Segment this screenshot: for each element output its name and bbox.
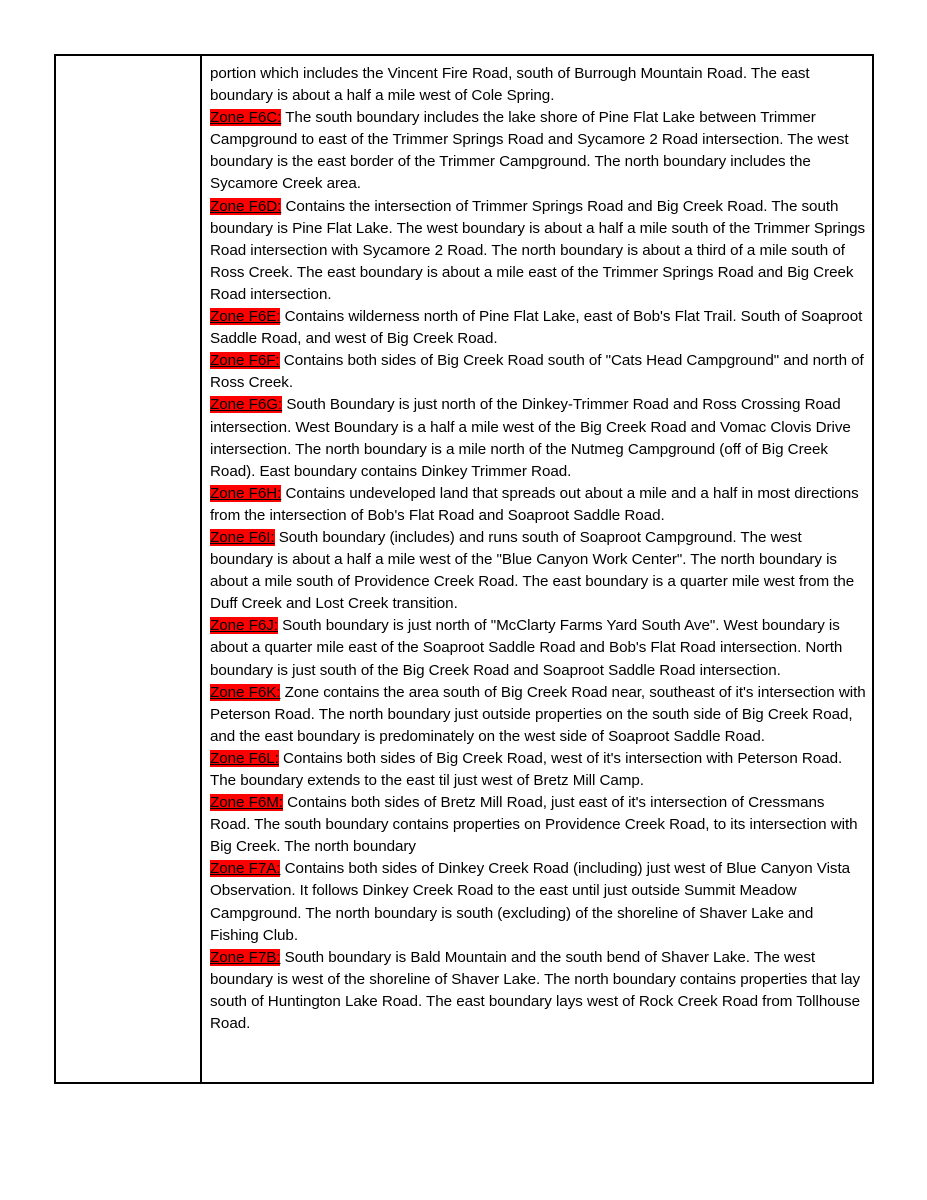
intro-paragraph: portion which includes the Vincent Fire Road, south of Burrough Mountain Road. The east boundary is about a half a mile west of Cole Spring. (210, 65, 810, 105)
zone-label: Zone F7A: (210, 860, 281, 878)
zone-label: Zone F6C: (210, 109, 282, 127)
zone-text: Contains both sides of Dinkey Creek Road (including) just west of Blue Canyon Vista Observation. It follows Dinkey Creek Road to the east until just outside Summit Meadow Campground. The north boundary is south (excluding) of the shoreline of Shaver Lake and Fishing Club. (210, 860, 851, 944)
zone-text: Contains undeveloped land that spreads out about a mile and a half in most directions from the intersection of Bob's Flat Road and Soaproot Saddle Road. (210, 484, 859, 524)
zone-label: Zone F6K: (210, 683, 281, 701)
zone-paragraph-f6j (210, 615, 866, 681)
zone-paragraph-f7b (210, 947, 866, 1035)
zone-paragraph-f6e (210, 306, 866, 350)
zone-text: Contains wilderness north of Pine Flat Lake, east of Bob's Flat Trail. South of Soaproot Saddle Road, and west of Big Creek Road. (210, 308, 863, 348)
zone-text: Zone contains the area south of Big Creek Road near, southeast of it's intersection with Peterson Road. The north boundary just outside properties on the south side of Big Creek Road, and the east boundary is predominately on the west side of Soaproot Saddle Road. (210, 683, 866, 745)
zone-text: Contains both sides of Big Creek Road, west of it's intersection with Peterson Road. The boundary extends to the east til just west of Bretz Mill Camp. (210, 749, 843, 789)
zone-paragraph-f6c (210, 107, 866, 195)
zone-text: South boundary is Bald Mountain and the south bend of Shaver Lake. The west boundary is west of the shoreline of Shaver Lake. The north boundary contains properties that lay south of Huntington Lake Road. The east boundary lays west of Rock Creek Road from Tollhouse Road. (210, 948, 861, 1033)
zone-text: Contains both sides of Bretz Mill Road, just east of it's intersection of Cressmans Road. The south boundary contains properties on Providence Creek Road, to its intersection with Big Creek. The north boundary (210, 794, 858, 856)
zone-label: Zone F7B: (210, 948, 281, 966)
table-left-column (56, 56, 202, 1082)
zone-text: South boundary (includes) and runs south of Soaproot Campground. The west boundary is about a half a mile west of the "Blue Canyon Work Center". The north boundary is about a mile south of Providence Creek Road. The east boundary is a quarter mile west from the Duff Creek and Lost Creek transition. (210, 528, 855, 613)
zone-paragraph-f6m (210, 792, 866, 858)
zone-paragraph-f6f (210, 350, 866, 394)
zone-label: Zone F6F: (210, 352, 280, 370)
zone-text: Contains the intersection of Trimmer Springs Road and Big Creek Road. The south boundary is Pine Flat Lake. The west boundary is about a half a mile south of the Trimmer Springs Road intersection with Sycamore 2 Road. The north boundary is about a third of a mile south of Ross Creek. The east boundary is about a mile east of the Trimmer Springs Road and Big Creek Road intersection. (210, 197, 866, 303)
zone-paragraph-f6d (210, 196, 866, 306)
zone-text: South boundary is just north of "McClarty Farms Yard South Ave". West boundary is about a quarter mile east of the Soaproot Saddle Road and Bob's Flat Road intersection. North boundary is just south of the Big Creek Road and Soaproot Saddle Road intersection. (210, 617, 843, 679)
zone-label: Zone F6M: (210, 794, 283, 812)
zone-paragraph-f6k (210, 682, 866, 748)
zone-label: Zone F6G: (210, 396, 283, 414)
zone-label: Zone F6I: (210, 528, 275, 546)
zone-label: Zone F6D: (210, 197, 282, 215)
zone-paragraph-f6l (210, 748, 866, 792)
zone-description-table (54, 54, 874, 1084)
zone-paragraph-f6i (210, 527, 866, 615)
zone-label: Zone F6L: (210, 749, 279, 767)
zone-label: Zone F6H: (210, 484, 282, 502)
zone-text: Contains both sides of Big Creek Road south of "Cats Head Campground" and north of Ross Creek. (210, 352, 864, 392)
zone-paragraph-f6h (210, 483, 866, 527)
zone-label: Zone F6J: (210, 617, 278, 635)
zone-paragraph-f6g (210, 394, 866, 482)
zone-descriptions-cell (202, 56, 872, 1082)
zone-text: South Boundary is just north of the Dinkey-Trimmer Road and Ross Crossing Road intersection. West Boundary is a half a mile west of the Big Creek Road and Vomac Clovis Drive intersection. The north boundary is a mile north of the Nutmeg Campground (off of Big Creek Road). East boundary contains Dinkey Trimmer Road. (210, 396, 851, 480)
zone-label: Zone F6E: (210, 308, 281, 326)
zone-text: The south boundary includes the lake shore of Pine Flat Lake between Trimmer Campground to east of the Trimmer Springs Road and Sycamore 2 Road intersection. The west boundary is the east border of the Trimmer Campground. The north boundary includes the Sycamore Creek area. (210, 109, 849, 193)
zone-paragraph-f7a (210, 858, 866, 946)
